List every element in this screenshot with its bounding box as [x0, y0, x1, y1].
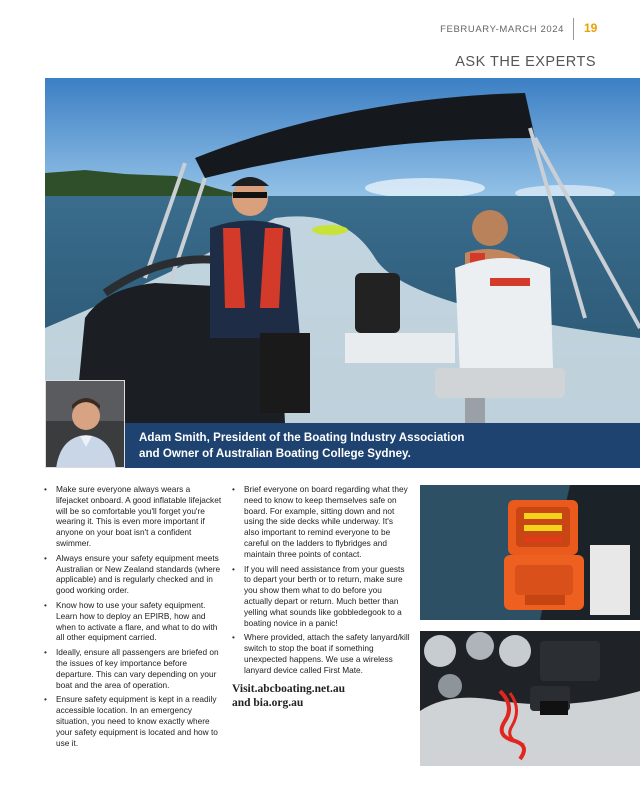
- portrait-photo: [45, 380, 125, 468]
- page-number: 19: [584, 21, 598, 35]
- list-item: • If you will need assistance from your guests to depart your berth or to return, make sure you show them what to do before you actually depart or return. Much better than yelling what sounds like gobbledegook to a boating novice in a panic!: [232, 564, 410, 629]
- tips-column-1: [44, 484, 222, 752]
- header-divider: [573, 18, 574, 40]
- list-item: • Ensure safety equipment is kept in a readily accessible location. In an emergency situation, you need to know exactly where your safety equipment is located and how to use it.: [44, 694, 222, 748]
- kill-switch-lanyard-photo: [420, 631, 640, 766]
- list-item: • Always ensure your safety equipment meets Australian or New Zealand standards (where applicable) and is regularly checked and in good working order.: [44, 553, 222, 596]
- list-item: • Make sure everyone always wears a lifejacket onboard. A good inflatable lifejacket will be so comfortable you'll forget you're wearing it. This is even more important if anyone on your boat isn't a confident swimmer.: [44, 484, 222, 549]
- link-abcboating[interactable]: Visit.abcboating.net.au: [232, 682, 345, 695]
- list-item: • Know how to use your safety equipment. Learn how to deploy an EPIRB, how and when to activate a flare, and what to do with all other equipment carried.: [44, 600, 222, 643]
- link-bia[interactable]: and bia.org.au: [232, 696, 304, 709]
- list-item: • Brief everyone on board regarding what they need to know to keep themselves safe on board. For example, sitting down and not using the side decks while underway. It's also important to remind everyone to be careful on the ladders to flybridges and maintain three points of contact.: [232, 484, 410, 560]
- list-item: • Ideally, ensure all passengers are briefed on the issues of key importance before departure. This can vary depending on your boat and the area of operation.: [44, 647, 222, 690]
- website-links: [232, 682, 410, 710]
- header-date: FEBRUARY-MARCH 2024: [440, 24, 564, 35]
- boat-photo: [45, 78, 640, 423]
- photo-caption: [125, 423, 640, 468]
- caption-line-2: and Owner of Australian Boating College Sydney.: [139, 447, 411, 460]
- tips-column-2: [232, 484, 410, 710]
- caption-line-1: Adam Smith, President of the Boating Industry Association: [139, 431, 465, 444]
- safety-equipment-case-photo: [420, 485, 640, 620]
- section-title: ASK THE EXPERTS: [455, 54, 596, 70]
- list-item: • Where provided, attach the safety lanyard/kill switch to stop the boat if something unexpected happens. We use a wireless lanyard device called First Mate.: [232, 632, 410, 675]
